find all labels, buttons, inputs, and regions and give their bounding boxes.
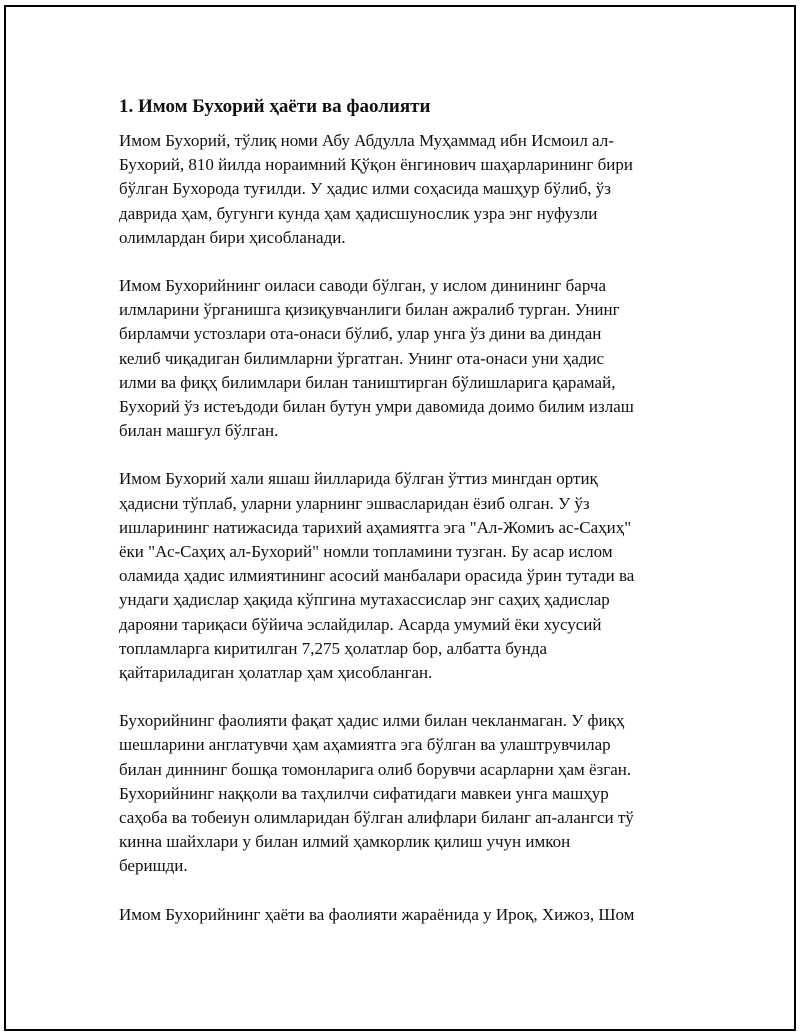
text-line: оламида ҳадис илмиятининг асосий манбалари орасида ўрин тутади ва (119, 566, 635, 586)
text-line: қайтариладиган ҳолатлар ҳам ҳисобланган. (119, 663, 433, 683)
text-line: келиб чиқадиган билимларни ўргатган. Унинг ота-онаси уни ҳадис (119, 348, 605, 368)
text-line: бўлган Бухорода туғилди. У ҳадис илми соҳасида машҳур бўлиб, ўз (119, 179, 612, 199)
text-line: топламларга киритилган 7,275 ҳолатлар бор, албатта бунда (119, 638, 548, 658)
text-line: олимлардан бири ҳисобланади. (119, 227, 346, 247)
paragraph (119, 903, 694, 927)
text-line: ундаги ҳадислар ҳақида кўпгина мутахассислар энг саҳиҳ ҳадислар (119, 590, 610, 610)
text-line: даврида ҳам, бугунги кунда ҳам ҳадисшунослик узра энг нуфузли (119, 203, 598, 223)
document-page (4, 5, 796, 1031)
paragraph-list (119, 129, 694, 927)
paragraph (119, 467, 694, 685)
text-line: саҳоба ва тобеиун олимларидан бўлган алифлари биланг ап-алангси тў (119, 808, 634, 828)
text-line: Имом Бухорий хали яшаш йилларида бўлган ўттиз мингдан ортиқ (119, 469, 598, 489)
document-content (119, 93, 694, 951)
text-line: Имом Бухорийнинг оиласи саводи бўлган, у ислом динининг барча (119, 276, 606, 296)
text-line: Бухорий, 810 йилда нораимний Қўқон ёнгинович шаҳарларининг бири (119, 155, 633, 175)
paragraph (119, 129, 694, 250)
text-line: билан машғул бўлган. (119, 421, 279, 441)
paragraph (119, 274, 694, 443)
text-line: Имом Бухорий, тўлиқ номи Абу Абдулла Муҳаммад ибн Исмоил ал- (119, 131, 614, 150)
text-line: ишларининг натижасида тарихий аҳамиятга эга "Ал-Жомиъ ас-Саҳиҳ" (119, 517, 632, 537)
text-line: ҳадисни тўплаб, уларни уларнинг эшвасларидан ёзиб олган. У ўз (119, 493, 590, 513)
text-line: бирламчи устозлари ота-онаси бўлиб, улар унга ўз дини ва диндан (119, 324, 602, 344)
text-line: билан диннинг бошқа томонларига олиб борувчи асарларни ҳам ёзган. (119, 759, 632, 779)
text-line: илми ва фиқҳ билимлари билан таништирган бўлишларига қарамай, (119, 372, 616, 392)
text-line: Бухорий ўз истеъдоди билан бутун умри давомида доимо билим излаш (119, 397, 634, 417)
text-line: беришди. (119, 856, 188, 876)
text-line: шешларини англатувчи ҳам аҳамиятга эга бўлган ва улаштрувчилар (119, 735, 611, 755)
text-line: Бухорийнинг наққоли ва таҳлилчи сифатидаги мавкеи унга машҳур (119, 783, 609, 803)
paragraph (119, 709, 694, 878)
text-line: илмларини ўрганишга қизиқувчанлиги билан ажралиб турган. Унинг (119, 300, 620, 320)
section-title: 1. Имом Бухорий ҳаёти ва фаолияти (119, 96, 431, 117)
text-line: Бухорийнинг фаолияти фақат ҳадис илми билан чекланмаган. У фиқҳ (119, 711, 625, 731)
text-line: ёки "Ас-Саҳиҳ ал-Бухорий" номли топламини тузган. Бу асар ислом (119, 542, 613, 562)
text-line: дарояни тариқаси бўйича эслайдилар. Асарда умумий ёки хусусий (119, 614, 602, 634)
text-line: Имом Бухорийнинг ҳаёти ва фаолияти жараёнида у Ироқ, Хижоз, Шом (119, 904, 635, 924)
text-line: кинна шайхлари у билан илмий ҳамкорлик қилиш учун имкон (119, 832, 571, 852)
